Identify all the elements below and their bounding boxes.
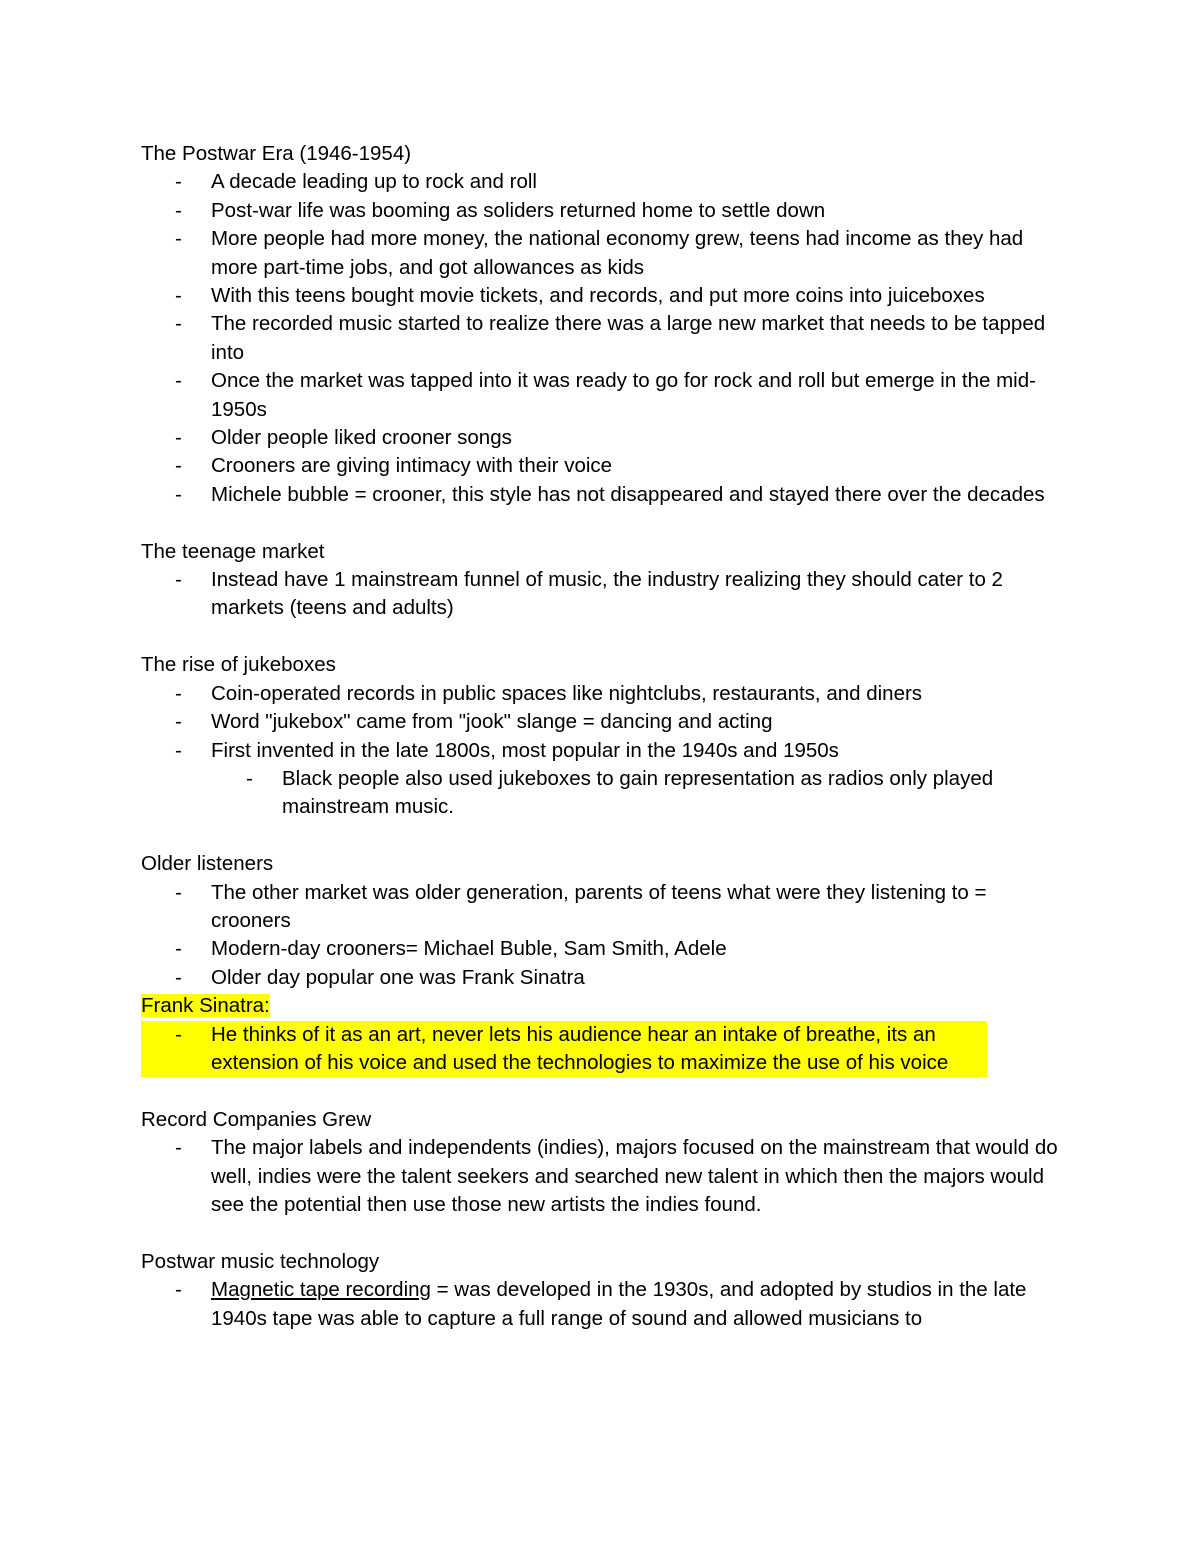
list-item: - Michele bubble = crooner, this style has not disappeared and stayed there over the decades [141, 481, 1061, 509]
list-item: - The recorded music started to realize there was a large new market that needs to be tapped into [141, 310, 1061, 367]
list-item: - First invented in the late 1800s, most popular in the 1940s and 1950s [141, 737, 1061, 765]
postwar-era-list [141, 168, 1061, 509]
list-item: - Modern-day crooners= Michael Buble, Sam Smith, Adele [141, 935, 1061, 963]
dash-marker: - [175, 1022, 182, 1046]
section-heading-jukeboxes: The rise of jukeboxes [141, 653, 336, 677]
highlighted-heading-text: Frank Sinatra: [141, 994, 270, 1018]
underlined-term: Magnetic tape recording [211, 1278, 431, 1302]
list-item: - More people had more money, the national economy grew, teens had income as they had more part-time jobs, and got allowances as kids [141, 225, 1061, 282]
highlighted-list-item [141, 1021, 987, 1078]
music-technology-list [141, 1276, 1061, 1333]
list-item: - Crooners are giving intimacy with their voice [141, 452, 1061, 480]
teenage-market-list [141, 566, 1061, 623]
list-item: - Older people liked crooner songs [141, 424, 1061, 452]
term-description: = was developed in the 1930s, and adopted by studios in the late 1940s tape was able to capture a full range of sound and allowed musicians to [211, 1278, 1027, 1330]
section-heading-record-companies: Record Companies Grew [141, 1107, 372, 1131]
list-item: - A decade leading up to rock and roll [141, 168, 1061, 196]
list-item: - Word "jukebox" came from "jook" slange = dancing and acting [141, 708, 1061, 736]
section-heading-postwar-era: The Postwar Era (1946-1954) [141, 142, 412, 165]
list-item: - Instead have 1 mainstream funnel of music, the industry realizing they should cater to 2 markets (teens and adults) [141, 566, 1061, 623]
highlighted-item-text: He thinks of it as an art, never lets his audience hear an intake of breathe, its an extension of his voice and used the technologies to maximize the use of his voice [211, 1022, 949, 1074]
list-item: - The other market was older generation, parents of teens what were they listening to = crooners [141, 879, 1061, 936]
jukeboxes-sublist [141, 765, 1061, 822]
section-heading-teenage-market: The teenage market [141, 539, 325, 563]
list-item: - Coin-operated records in public spaces like nightclubs, restaurants, and diners [141, 680, 1061, 708]
document-body [141, 140, 1061, 1333]
sub-list-item: - Black people also used jukeboxes to gain representation as radios only played mainstream music. [141, 765, 1061, 822]
section-heading-older-listeners: Older listeners [141, 852, 274, 876]
list-item [141, 1276, 1061, 1333]
section-heading-music-technology: Postwar music technology [141, 1249, 380, 1273]
jukeboxes-list [141, 680, 1061, 765]
older-listeners-list [141, 879, 1061, 993]
list-item: - The major labels and independents (indies), majors focused on the mainstream that would do well, indies were the talent seekers and searched new talent in which then the majors would see the potential then use those new artists the indies found. [141, 1134, 1061, 1219]
record-companies-list [141, 1134, 1061, 1219]
list-item: - Post-war life was booming as soliders returned home to settle down [141, 197, 1061, 225]
list-item: - Older day popular one was Frank Sinatra [141, 964, 1061, 992]
section-heading-frank-sinatra [141, 992, 1061, 1020]
list-item: - With this teens bought movie tickets, and records, and put more coins into juiceboxes [141, 282, 1061, 310]
list-item: - Once the market was tapped into it was ready to go for rock and roll but emerge in the mid-1950s [141, 367, 1061, 424]
